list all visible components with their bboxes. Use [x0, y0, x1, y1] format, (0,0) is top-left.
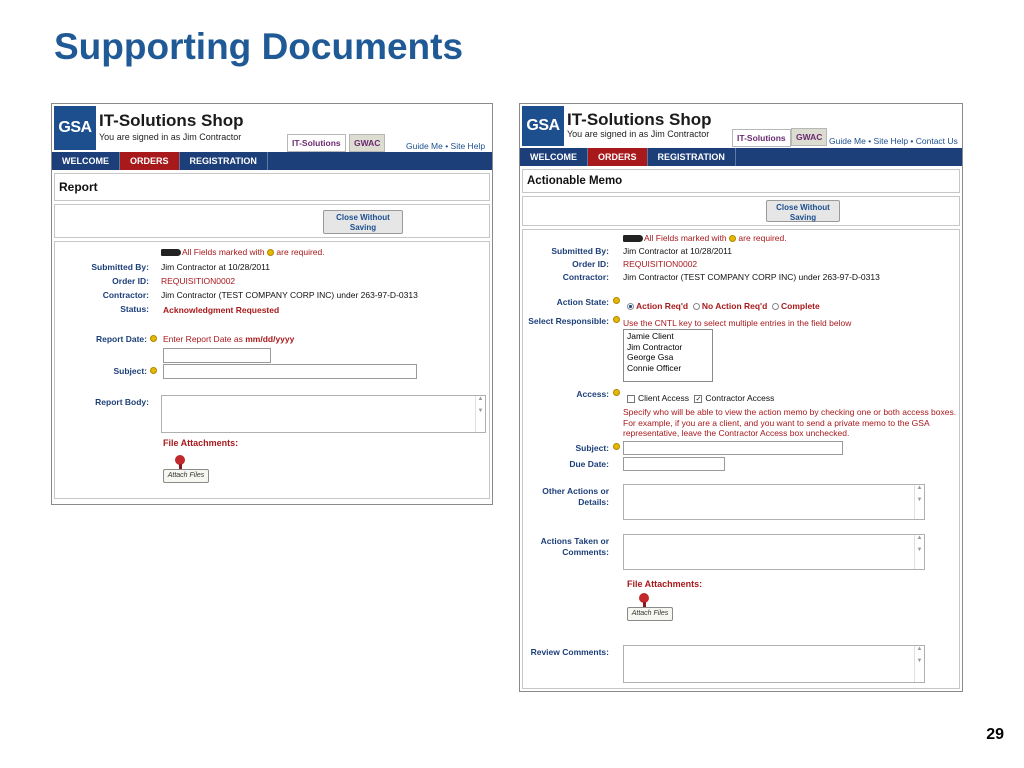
radio-complete[interactable]	[772, 303, 779, 310]
gsa-logo[interactable]: GSA	[54, 106, 96, 150]
access-options: Client Access ✓ Contractor Access	[627, 393, 774, 403]
required-note: All Fields marked with are required.	[161, 247, 325, 257]
pointing-hand-icon	[623, 235, 643, 242]
list-item[interactable]: Connie Officer	[627, 362, 682, 373]
textarea-scrollbar[interactable]: ▲ ▼	[914, 535, 924, 569]
radio-action-reqd[interactable]	[627, 303, 634, 310]
tab-it-solutions[interactable]: IT-Solutions	[732, 129, 791, 147]
help-links[interactable]: Guide Me • Site Help	[406, 141, 486, 151]
submitted-by-value: Jim Contractor at 10/28/2011	[161, 262, 270, 272]
order-id-value: REQUISITION0002	[161, 276, 236, 286]
nav-registration[interactable]: REGISTRATION	[648, 148, 736, 166]
main-nav	[520, 148, 962, 166]
page-number: 29	[986, 726, 1004, 743]
tab-gwac[interactable]: GWAC	[791, 128, 827, 146]
action-state-options: Action Req'd No Action Req'd Complete	[627, 301, 820, 311]
list-item[interactable]: Jamie Client	[627, 331, 674, 341]
actionable-memo-screenshot	[519, 103, 963, 692]
actions-taken-label: Actions Taken or Comments:	[540, 536, 609, 557]
required-dot-icon	[150, 367, 157, 374]
signed-in-text: You are signed in as Jim Contractor	[567, 129, 710, 139]
attach-files-button[interactable]	[163, 455, 209, 485]
memo-form	[522, 229, 960, 689]
close-without-saving-button[interactable]: Close Without Saving	[323, 210, 403, 234]
shop-title: IT-Solutions Shop	[567, 110, 712, 129]
status-label: Status:	[120, 304, 149, 314]
radio-no-action-reqd[interactable]	[693, 303, 700, 310]
access-note: Specify who will be able to view the action memo by checking one or both access boxes. For example, if you are a client, and you want to send a private memo to the GSA representative, leave the Contractor Access box unchecked.	[623, 407, 957, 438]
nav-welcome[interactable]: WELCOME	[52, 152, 120, 170]
access-label: Access:	[576, 389, 609, 399]
responsible-listbox[interactable]	[623, 329, 713, 382]
actions-taken-textarea[interactable]	[623, 534, 925, 570]
textarea-scrollbar[interactable]: ▲ ▼	[914, 485, 924, 519]
attach-files-button[interactable]	[627, 593, 673, 623]
subject-label: Subject:	[575, 443, 609, 453]
report-date-label: Report Date:	[95, 334, 147, 344]
signed-in-text: You are signed in as Jim Contractor	[99, 132, 242, 142]
required-note: All Fields marked with are required.	[623, 233, 787, 243]
nav-welcome[interactable]: WELCOME	[520, 148, 588, 166]
client-access-checkbox[interactable]	[627, 395, 635, 403]
report-date-hint: Enter Report Date as mm/dd/yyyy	[163, 334, 295, 344]
file-attachments-label: File Attachments:	[163, 438, 239, 448]
required-dot-icon	[267, 249, 274, 256]
tab-it-solutions[interactable]: IT-Solutions	[287, 134, 346, 152]
required-dot-icon	[613, 443, 620, 450]
button-bar	[522, 196, 960, 226]
section-title: Actionable Memo	[522, 169, 960, 193]
nav-registration[interactable]: REGISTRATION	[180, 152, 268, 170]
order-id-value: REQUISITION0002	[623, 259, 698, 269]
site-header	[520, 104, 962, 148]
list-item[interactable]: Jim Contractor	[627, 341, 683, 352]
contractor-access-checkbox[interactable]: ✓	[695, 395, 702, 403]
submitted-by-value: Jim Contractor at 10/28/2011	[623, 246, 732, 256]
contractor-label: Contractor:	[562, 272, 609, 282]
report-body-textarea[interactable]	[161, 395, 486, 433]
cntl-hint: Use the CNTL key to select multiple entries in the field below	[623, 318, 852, 328]
due-date-input[interactable]	[623, 457, 725, 471]
help-links[interactable]: Guide Me • Site Help • Contact Us	[829, 136, 958, 146]
required-dot-icon	[150, 335, 157, 342]
section-title: Report	[54, 173, 490, 201]
action-state-label: Action State:	[556, 297, 609, 307]
due-date-label: Due Date:	[569, 459, 609, 469]
status-value: Acknowledgment Requested	[163, 305, 280, 315]
subject-input[interactable]	[163, 364, 417, 379]
required-dot-icon	[613, 389, 620, 396]
order-id-label: Order ID:	[572, 259, 609, 269]
slide-title: Supporting Documents	[54, 26, 464, 67]
select-responsible-label: Select Responsible:	[528, 316, 609, 326]
main-nav	[52, 152, 492, 170]
attach-files-label: Attach Files	[627, 607, 673, 621]
report-body-label: Report Body:	[95, 397, 149, 407]
tab-gwac[interactable]: GWAC	[349, 134, 385, 152]
submitted-by-label: Submitted By:	[91, 262, 149, 272]
required-dot-icon	[613, 316, 620, 323]
required-dot-icon	[613, 297, 620, 304]
nav-orders[interactable]: ORDERS	[120, 152, 180, 170]
order-id-label: Order ID:	[112, 276, 149, 286]
list-item[interactable]: George Gsa	[627, 352, 674, 362]
shop-title: IT-Solutions Shop	[99, 111, 244, 130]
contractor-label: Contractor:	[102, 290, 149, 300]
report-date-input[interactable]	[163, 348, 271, 363]
required-dot-icon	[729, 235, 736, 242]
attach-files-label: Attach Files	[163, 469, 209, 483]
submitted-by-label: Submitted By:	[551, 246, 609, 256]
review-comments-label: Review Comments:	[530, 647, 609, 657]
textarea-scrollbar[interactable]: ▲ ▼	[475, 396, 485, 432]
close-without-saving-button[interactable]: Close Without Saving	[766, 200, 840, 222]
other-actions-textarea[interactable]	[623, 484, 925, 520]
site-header	[52, 104, 492, 152]
file-attachments-label: File Attachments:	[627, 579, 703, 589]
contractor-value: Jim Contractor (TEST COMPANY CORP INC) under 263-97-D-0313	[161, 290, 418, 300]
button-bar	[54, 204, 490, 238]
nav-orders[interactable]: ORDERS	[588, 148, 648, 166]
review-comments-textarea[interactable]	[623, 645, 925, 683]
contractor-value: Jim Contractor (TEST COMPANY CORP INC) under 263-97-D-0313	[623, 272, 880, 282]
gsa-logo[interactable]: GSA	[522, 106, 564, 146]
pointing-hand-icon	[161, 249, 181, 256]
subject-input[interactable]	[623, 441, 843, 455]
report-form	[54, 241, 490, 499]
report-screenshot	[51, 103, 493, 505]
textarea-scrollbar[interactable]: ▲ ▼	[914, 646, 924, 682]
subject-label: Subject:	[113, 366, 147, 376]
other-actions-label: Other Actions or Details:	[542, 486, 609, 507]
